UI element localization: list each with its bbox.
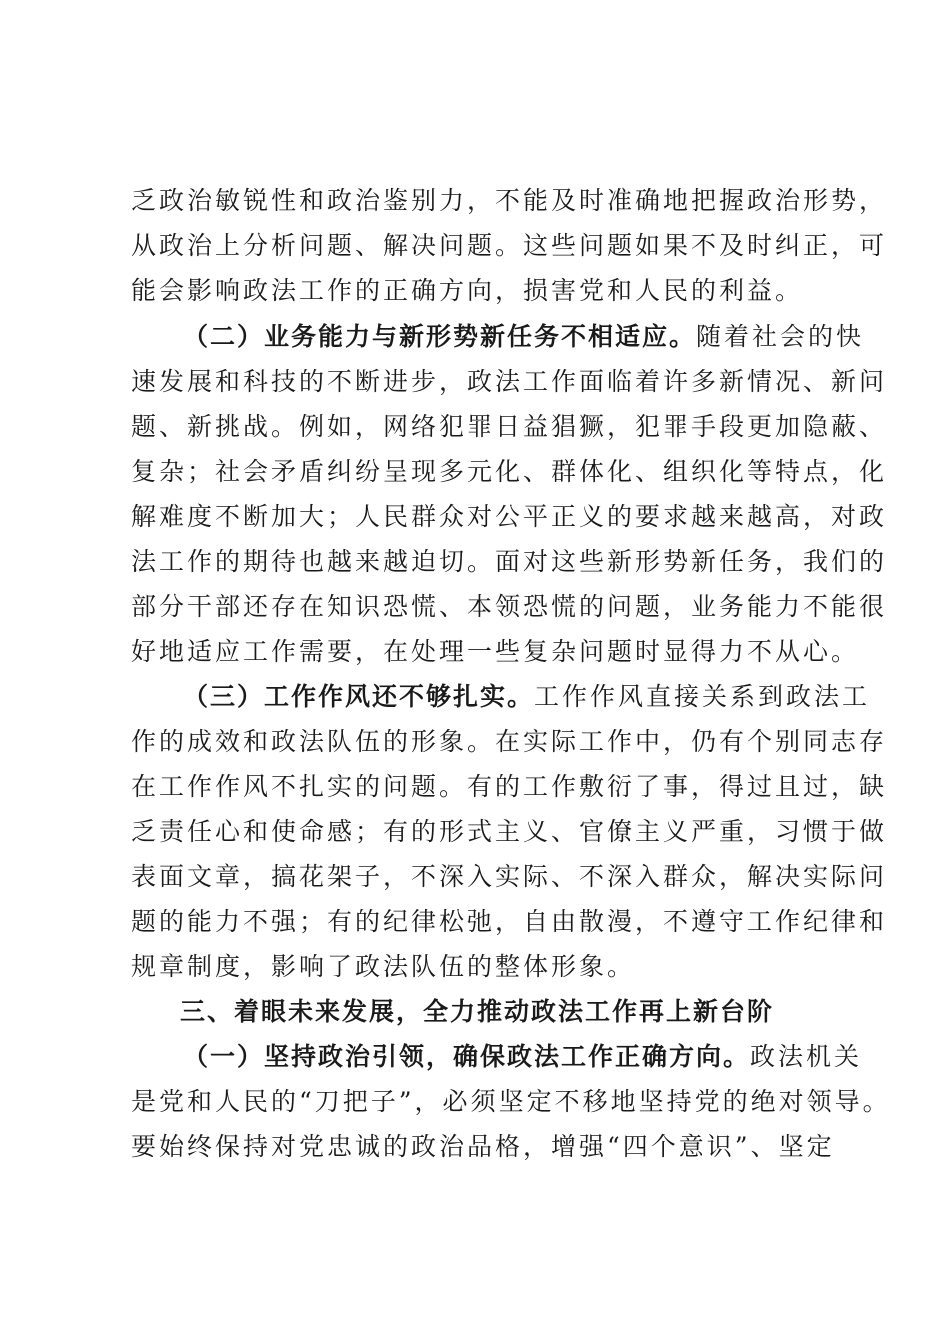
text-line: 解难度不断加大；人民群众对公平正义的要求越来越高，对政 <box>131 502 888 531</box>
text-line: 法工作的期待也越来越迫切。面对这些新形势新任务，我们的 <box>131 547 888 576</box>
text-line: 能会影响政法工作的正确方向，损害党和人民的利益。 <box>131 276 804 305</box>
paragraph-heading-bold: （三）工作作风还不够扎实。 <box>183 682 535 711</box>
paragraph-text: 随着社会的快 <box>696 322 865 351</box>
text-line: 作的成效和政法队伍的形象。在实际工作中，仍有个别同志存 <box>131 727 888 756</box>
text-line: 表面文章，搞花架子，不深入实际、不深入群众，解决实际问 <box>131 862 888 891</box>
text-line: 复杂；社会矛盾纠纷呈现多元化、群体化、组织化等特点，化 <box>131 457 888 486</box>
paragraph-first-line <box>183 682 870 712</box>
text-line: 题的能力不强；有的纪律松弛，自由散漫，不遵守工作纪律和 <box>131 907 888 936</box>
text-line: 部分干部还存在知识恐慌、本领恐慌的问题，业务能力不能很 <box>131 592 888 621</box>
text-line: 在工作作风不扎实的问题。有的工作敷衍了事，得过且过，缺 <box>131 772 888 801</box>
text-line: 规章制度，影响了政法队伍的整体形象。 <box>131 952 636 981</box>
text-line: 要始终保持对党忠诚的政治品格，增强“四个意识”、坚定 <box>131 1132 835 1161</box>
paragraph-first-line <box>183 1042 862 1072</box>
paragraph-heading-bold: （一）坚持政治引领，确保政法工作正确方向。 <box>183 1042 751 1071</box>
text-line: 题、新挑战。例如，网络犯罪日益猖獗，犯罪手段更加隐蔽、 <box>131 412 888 441</box>
paragraph-text: 政法机关 <box>750 1042 863 1071</box>
text-line: 速发展和科技的不断进步，政法工作面临着许多新情况、新问 <box>131 367 888 396</box>
paragraph-first-line <box>183 322 864 352</box>
paragraph-text: 工作作风直接关系到政法工 <box>534 682 871 711</box>
text-line: 乏政治敏锐性和政治鉴别力，不能及时准确地把握政治形势， <box>131 186 888 215</box>
text-line: 从政治上分析问题、解决问题。这些问题如果不及时纠正，可 <box>131 231 888 260</box>
paragraph-heading-bold: （二）业务能力与新形势新任务不相适应。 <box>183 322 697 351</box>
section-heading: 三、着眼未来发展，全力推动政法工作再上新台阶 <box>180 997 775 1026</box>
text-line: 乏责任心和使命感；有的形式主义、官僚主义严重，习惯于做 <box>131 817 888 846</box>
text-line: 是党和人民的“刀把子”，必须坚定不移地坚持党的绝对领导。 <box>131 1087 891 1116</box>
text-line: 好地适应工作需要，在处理一些复杂问题时显得力不从心。 <box>131 637 860 666</box>
